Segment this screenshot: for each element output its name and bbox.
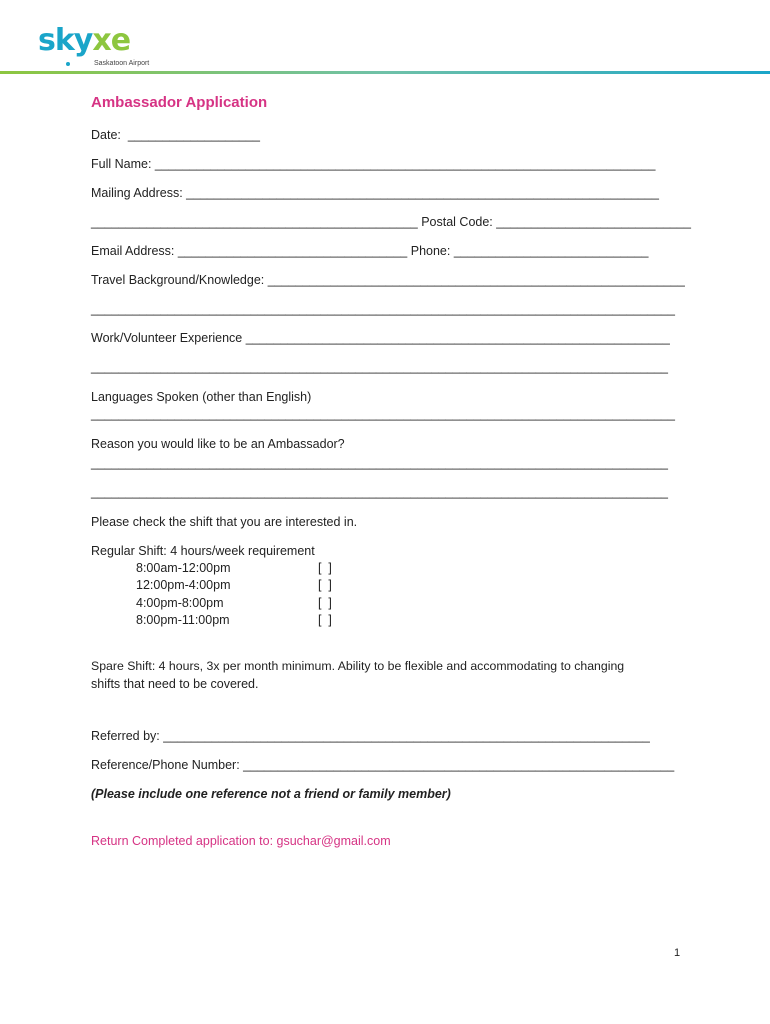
full-name-field: Full Name: ________________________________________________________________________: [91, 157, 656, 171]
shift-checkbox: [ ]: [318, 561, 332, 575]
work-experience-field: Work/Volunteer Experience _____________________________________________________________: [91, 331, 670, 345]
shift-checkbox: [ ]: [318, 596, 332, 610]
skyxe-logo: [38, 23, 150, 67]
reason-label: Reason you would like to be an Ambassador?: [91, 437, 345, 451]
travel-background-line: ____________________________________________________________________________________: [91, 302, 675, 316]
work-experience-line: ___________________________________________________________________________________: [91, 360, 669, 374]
page-title: Ambassador Application: [91, 94, 268, 111]
reason-line: ___________________________________________________________________________________: [91, 456, 669, 470]
header-rule: [0, 71, 770, 74]
reason-line: ___________________________________________________________________________________: [91, 485, 669, 499]
date-field: Date: ___________________: [91, 128, 260, 142]
travel-background-field: Travel Background/Knowledge: ____________________________________________________________: [91, 273, 685, 287]
email-phone-field: Email Address: _________________________________ Phone: ____________________________: [91, 244, 649, 258]
shift-time: 8:00pm-11:00pm: [136, 613, 230, 627]
shift-checkbox: [ ]: [318, 578, 332, 592]
postal-code-field: _______________________________________________ Postal Code: ____________________________: [91, 215, 691, 229]
referred-by-field: Referred by: ______________________________________________________________________: [91, 729, 650, 743]
logo-dot-icon: [66, 62, 70, 66]
reference-phone-field: Reference/Phone Number: ______________________________________________________________: [91, 758, 675, 772]
shift-checkbox: [ ]: [318, 613, 332, 627]
spare-shift-text-cont: shifts that need to be covered.: [91, 677, 259, 691]
shift-time: 12:00pm-4:00pm: [136, 578, 231, 592]
shift-prompt: Please check the shift that you are interested in.: [91, 515, 358, 529]
page-header: [0, 0, 770, 80]
shift-time: 4:00pm-8:00pm: [136, 596, 224, 610]
regular-shift-label: Regular Shift: 4 hours/week requirement: [91, 544, 315, 558]
logo-subtitle: Saskatoon Airport: [94, 60, 150, 67]
reference-note: (Please include one reference not a friend or family member): [91, 787, 451, 801]
shift-time: 8:00am-12:00pm: [136, 561, 231, 575]
spare-shift-text: Spare Shift: 4 hours, 3x per month minimum. Ability to be flexible and accommodating to changing: [91, 659, 625, 673]
logo-text-xe: xe: [92, 23, 131, 58]
logo-text-sky: sky: [38, 23, 93, 58]
languages-line: ____________________________________________________________________________________: [91, 407, 675, 421]
return-instructions: Return Completed application to: gsuchar@gmail.com: [91, 834, 391, 848]
mailing-address-field: Mailing Address: ____________________________________________________________________: [91, 186, 659, 200]
languages-label: Languages Spoken (other than English): [91, 390, 312, 404]
page-number: 1: [674, 947, 681, 959]
